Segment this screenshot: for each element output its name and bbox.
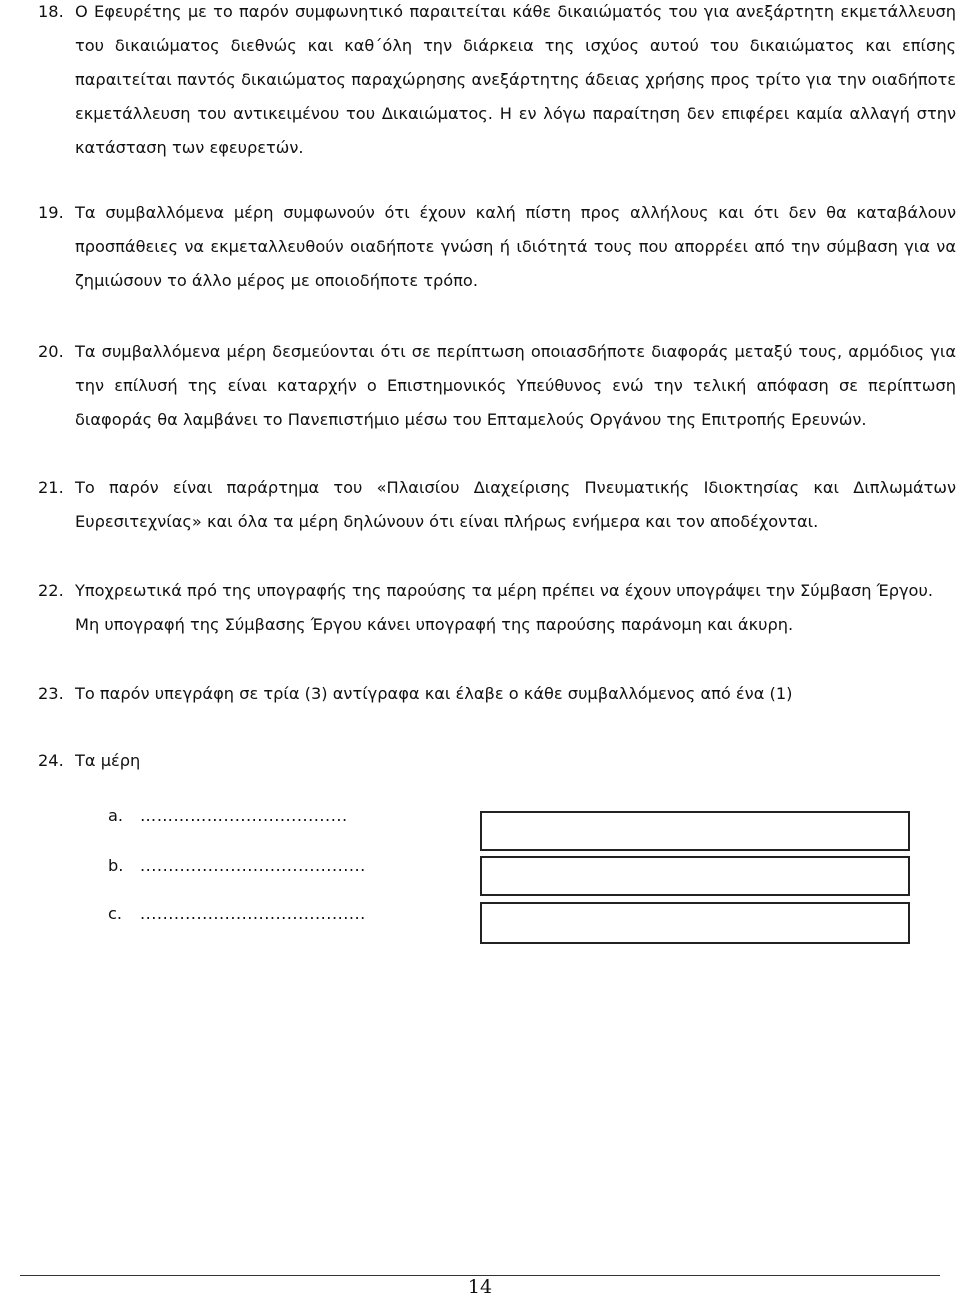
party-dots: ........................................: [140, 856, 366, 875]
page-number: 14: [467, 1276, 493, 1298]
clause-21: [0, 471, 956, 539]
clause-line: παραιτείται παντός δικαιώματος παραχώρησης ανεξάρτητης άδειας χρήσης προς τρίτο για την οιαδήποτε: [75, 70, 956, 89]
clause-line: του δικαιώματος διεθνώς και καθ΄όλη την διάρκεια της ισχύος αυτού του δικαιώματος και επίσης: [75, 36, 956, 55]
clause-line: Μη υπογραφή της Σύμβασης Έργου κάνει υπογραφή της παρούσης παράνομη και άκυρη.: [75, 615, 794, 634]
clause-line: διαφοράς θα λαμβάνει το Πανεπιστήμιο μέσω του Επταμελούς Οργάνου της Επιτροπής Ερευνών.: [75, 410, 867, 429]
party-label: b.: [108, 856, 124, 875]
clause-number: 20.: [38, 342, 64, 361]
clause-number: 24.: [38, 751, 64, 770]
party-c-signature-box[interactable]: [480, 902, 910, 944]
clause-20: [0, 335, 956, 437]
party-label: c.: [108, 904, 123, 923]
clause-line: εκμετάλλευση του αντικειμένου του Δικαιώματος. Η εν λόγω παραίτηση δεν επιφέρει καμία αλλαγή στην: [75, 104, 956, 123]
clause-line: Το παρόν είναι παράρτημα του «Πλαισίου Διαχείρισης Πνευματικής Ιδιοκτησίας και Διπλωμάτων: [75, 478, 956, 497]
clause-22: [0, 574, 956, 642]
clause-19: [0, 196, 956, 298]
clause-line: Τα μέρη: [75, 751, 141, 770]
clause-number: 21.: [38, 478, 64, 497]
party-dots: ........................................: [140, 904, 366, 923]
party-dots: ……………......................: [140, 806, 348, 825]
clause-line: κατάσταση των εφευρετών.: [75, 138, 304, 157]
clause-line: Ευρεσιτεχνίας» και όλα τα μέρη δηλώνουν ότι είναι πλήρως ενήμερα και τον αποδέχονται.: [75, 512, 819, 531]
party-label: a.: [108, 806, 124, 825]
clause-line: Υποχρεωτικά πρό της υπογραφής της παρούσης τα μέρη πρέπει να έχουν υπογράψει την Σύμβαση Έργου.: [75, 581, 933, 600]
clause-line: Ο Εφευρέτης με το παρόν συμφωνητικό παραιτείται κάθε δικαιώματός του για ανεξάρτητη εκμετάλλευση: [75, 2, 956, 21]
clause-number: 19.: [38, 203, 64, 222]
clause-number: 22.: [38, 581, 64, 600]
party-b-signature-box[interactable]: [480, 856, 910, 896]
clause-line: ζημιώσουν το άλλο μέρος με οποιοδήποτε τρόπο.: [75, 271, 478, 290]
clause-line: Το παρόν υπεγράφη σε τρία (3) αντίγραφα και έλαβε ο κάθε συμβαλλόμενος από ένα (1): [75, 684, 793, 703]
clause-18: [0, 0, 956, 165]
clause-number: 23.: [38, 684, 64, 703]
clause-24: [0, 744, 956, 778]
clause-23: [0, 677, 956, 711]
clause-number: 18.: [38, 2, 64, 21]
clause-line: Τα συμβαλλόμενα μέρη δεσμεύονται ότι σε περίπτωση οποιασδήποτε διαφοράς μεταξύ τους, αρμόδιος για: [75, 342, 956, 361]
clause-line: Τα συμβαλλόμενα μέρη συμφωνούν ότι έχουν καλή πίστη προς αλλήλους και ότι δεν θα καταβάλουν: [75, 203, 956, 222]
clause-line: προσπάθειες να εκμεταλλευθούν οιαδήποτε γνώση ή ιδιότητά τους που απορρέει από την σύμβαση για να: [75, 237, 956, 256]
party-a-signature-box[interactable]: [480, 811, 910, 851]
clause-line: την επίλυσή της είναι καταρχήν ο Επιστημονικός Υπεύθυνος ενώ την τελική απόφαση σε περίπτωση: [75, 376, 956, 395]
